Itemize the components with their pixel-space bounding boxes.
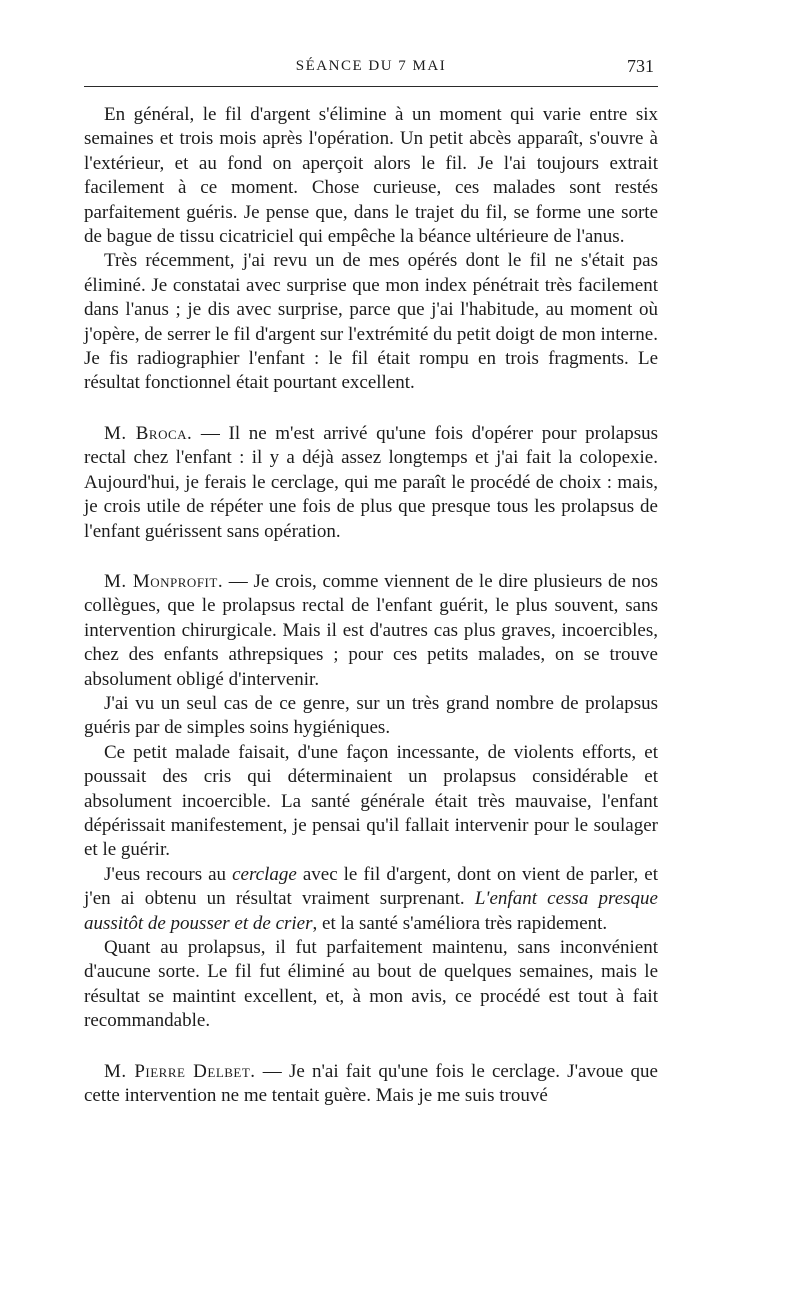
delbet-remarks: — Je n'ai fait qu'une fois le cerclage. J'avoue que cette intervention ne me tentait guère. Mais je me suis trouvé	[84, 1060, 658, 1107]
emphasis-result: L'enfant cessa presque aussitôt de pousser et de crier	[84, 888, 658, 934]
paragraph-single-case: J'ai vu un seul cas de ce genre, sur un très grand nombre de prolapsus guéris par de simples soins hygiéniques.	[84, 692, 658, 739]
document-page	[84, 52, 658, 1108]
broca-remarks: — Il ne m'est arrivé qu'une fois d'opérer pour prolapsus rectal chez l'enfant : il y a déjà assez longtemps et j'ai fait la colopexie. Aujourd'hui, je ferais le cerclage, qui me paraît le procédé de choix : mais, je crois utile de répéter une fois de plus que presque tous les prolapsus de l'enfant guérissent sans opération.	[84, 422, 658, 542]
section-spacer	[84, 544, 658, 570]
emphasis-cerclage: cerclage	[232, 863, 297, 885]
paragraph-recent-case: Très récemment, j'ai revu un de mes opérés dont le fil ne s'était pas éliminé. Je constatai avec surprise que mon index pénétrait très facilement dans l'anus ; je dis avec surprise, parce que j'ai l'habitude, au moment où j'opère, de serrer le fil d'argent sur l'extrémité du petit doigt de mon interne. Je fis radiographier l'enfant : le fil était rompu en trois fragments. Le résultat fonctionnel était pourtant excellent.	[84, 250, 658, 394]
section-spacer	[84, 396, 658, 422]
paragraph-monprofit	[84, 570, 658, 692]
text-segment: J'eus recours au	[104, 863, 233, 885]
monprofit-remarks: — Je crois, comme viennent de le dire plusieurs de nos collègues, que le prolapsus rectal de l'enfant guérit, le plus souvent, sans intervention chirurgicale. Mais il est d'autres cas plus graves, incoercibles, chez des enfants athrepsiques ; pour ces petits malades, on se trouve absolument obligé d'intervenir.	[84, 570, 658, 690]
body-text	[84, 103, 658, 1108]
speaker-monprofit: M. Monprofit.	[104, 570, 224, 592]
running-title: SÉANCE DU 7 MAI	[295, 58, 447, 74]
paragraph-cerclage-result	[84, 863, 658, 936]
text-segment: avec le fil d'argent, dont on vient de parler, et j'en ai obtenu un résultat vraiment surprenant.	[84, 863, 658, 910]
paragraph-prolapsus-maintained: Quant au prolapsus, il fut parfaitement maintenu, sans inconvénient d'aucune sorte. Le fil fut éliminé au bout de quelques semaines, mais le résultat se maintint excellent, et, à mon avis, ce procédé est tout à fait recommandable.	[84, 937, 658, 1032]
section-spacer	[84, 1034, 658, 1060]
running-header	[84, 52, 658, 87]
paragraph-patient-description: Ce petit malade faisait, d'une façon incessante, de violents efforts, et poussait des cris qui déterminaient un prolapsus considérable et absolument incoercible. La santé générale était très mauvaise, l'enfant dépérissait manifestement, je pensai qu'il fallait intervenir pour le soulager et le guérir.	[84, 741, 658, 861]
paragraph-fil-elimination: En général, le fil d'argent s'élimine à un moment qui varie entre six semaines et trois mois après l'opération. Un petit abcès apparaît, s'ouvre à l'extérieur, et au fond on aperçoit alors le fil. Je l'ai toujours extrait facilement à ce moment. Chose curieuse, ces malades sont restés parfaitement guéris. Je pense que, dans le trajet du fil, se forme une sorte de bague de tissu cicatriciel qui empêche la béance ultérieure de l'anus.	[84, 104, 658, 248]
page-number: 731	[627, 56, 654, 76]
paragraph-broca	[84, 422, 658, 544]
speaker-broca: M. Broca.	[104, 422, 193, 444]
speaker-delbet: M. Pierre Delbet.	[104, 1060, 256, 1082]
text-segment: , et la santé s'améliora très rapidement.	[312, 912, 608, 934]
paragraph-delbet	[84, 1060, 658, 1109]
